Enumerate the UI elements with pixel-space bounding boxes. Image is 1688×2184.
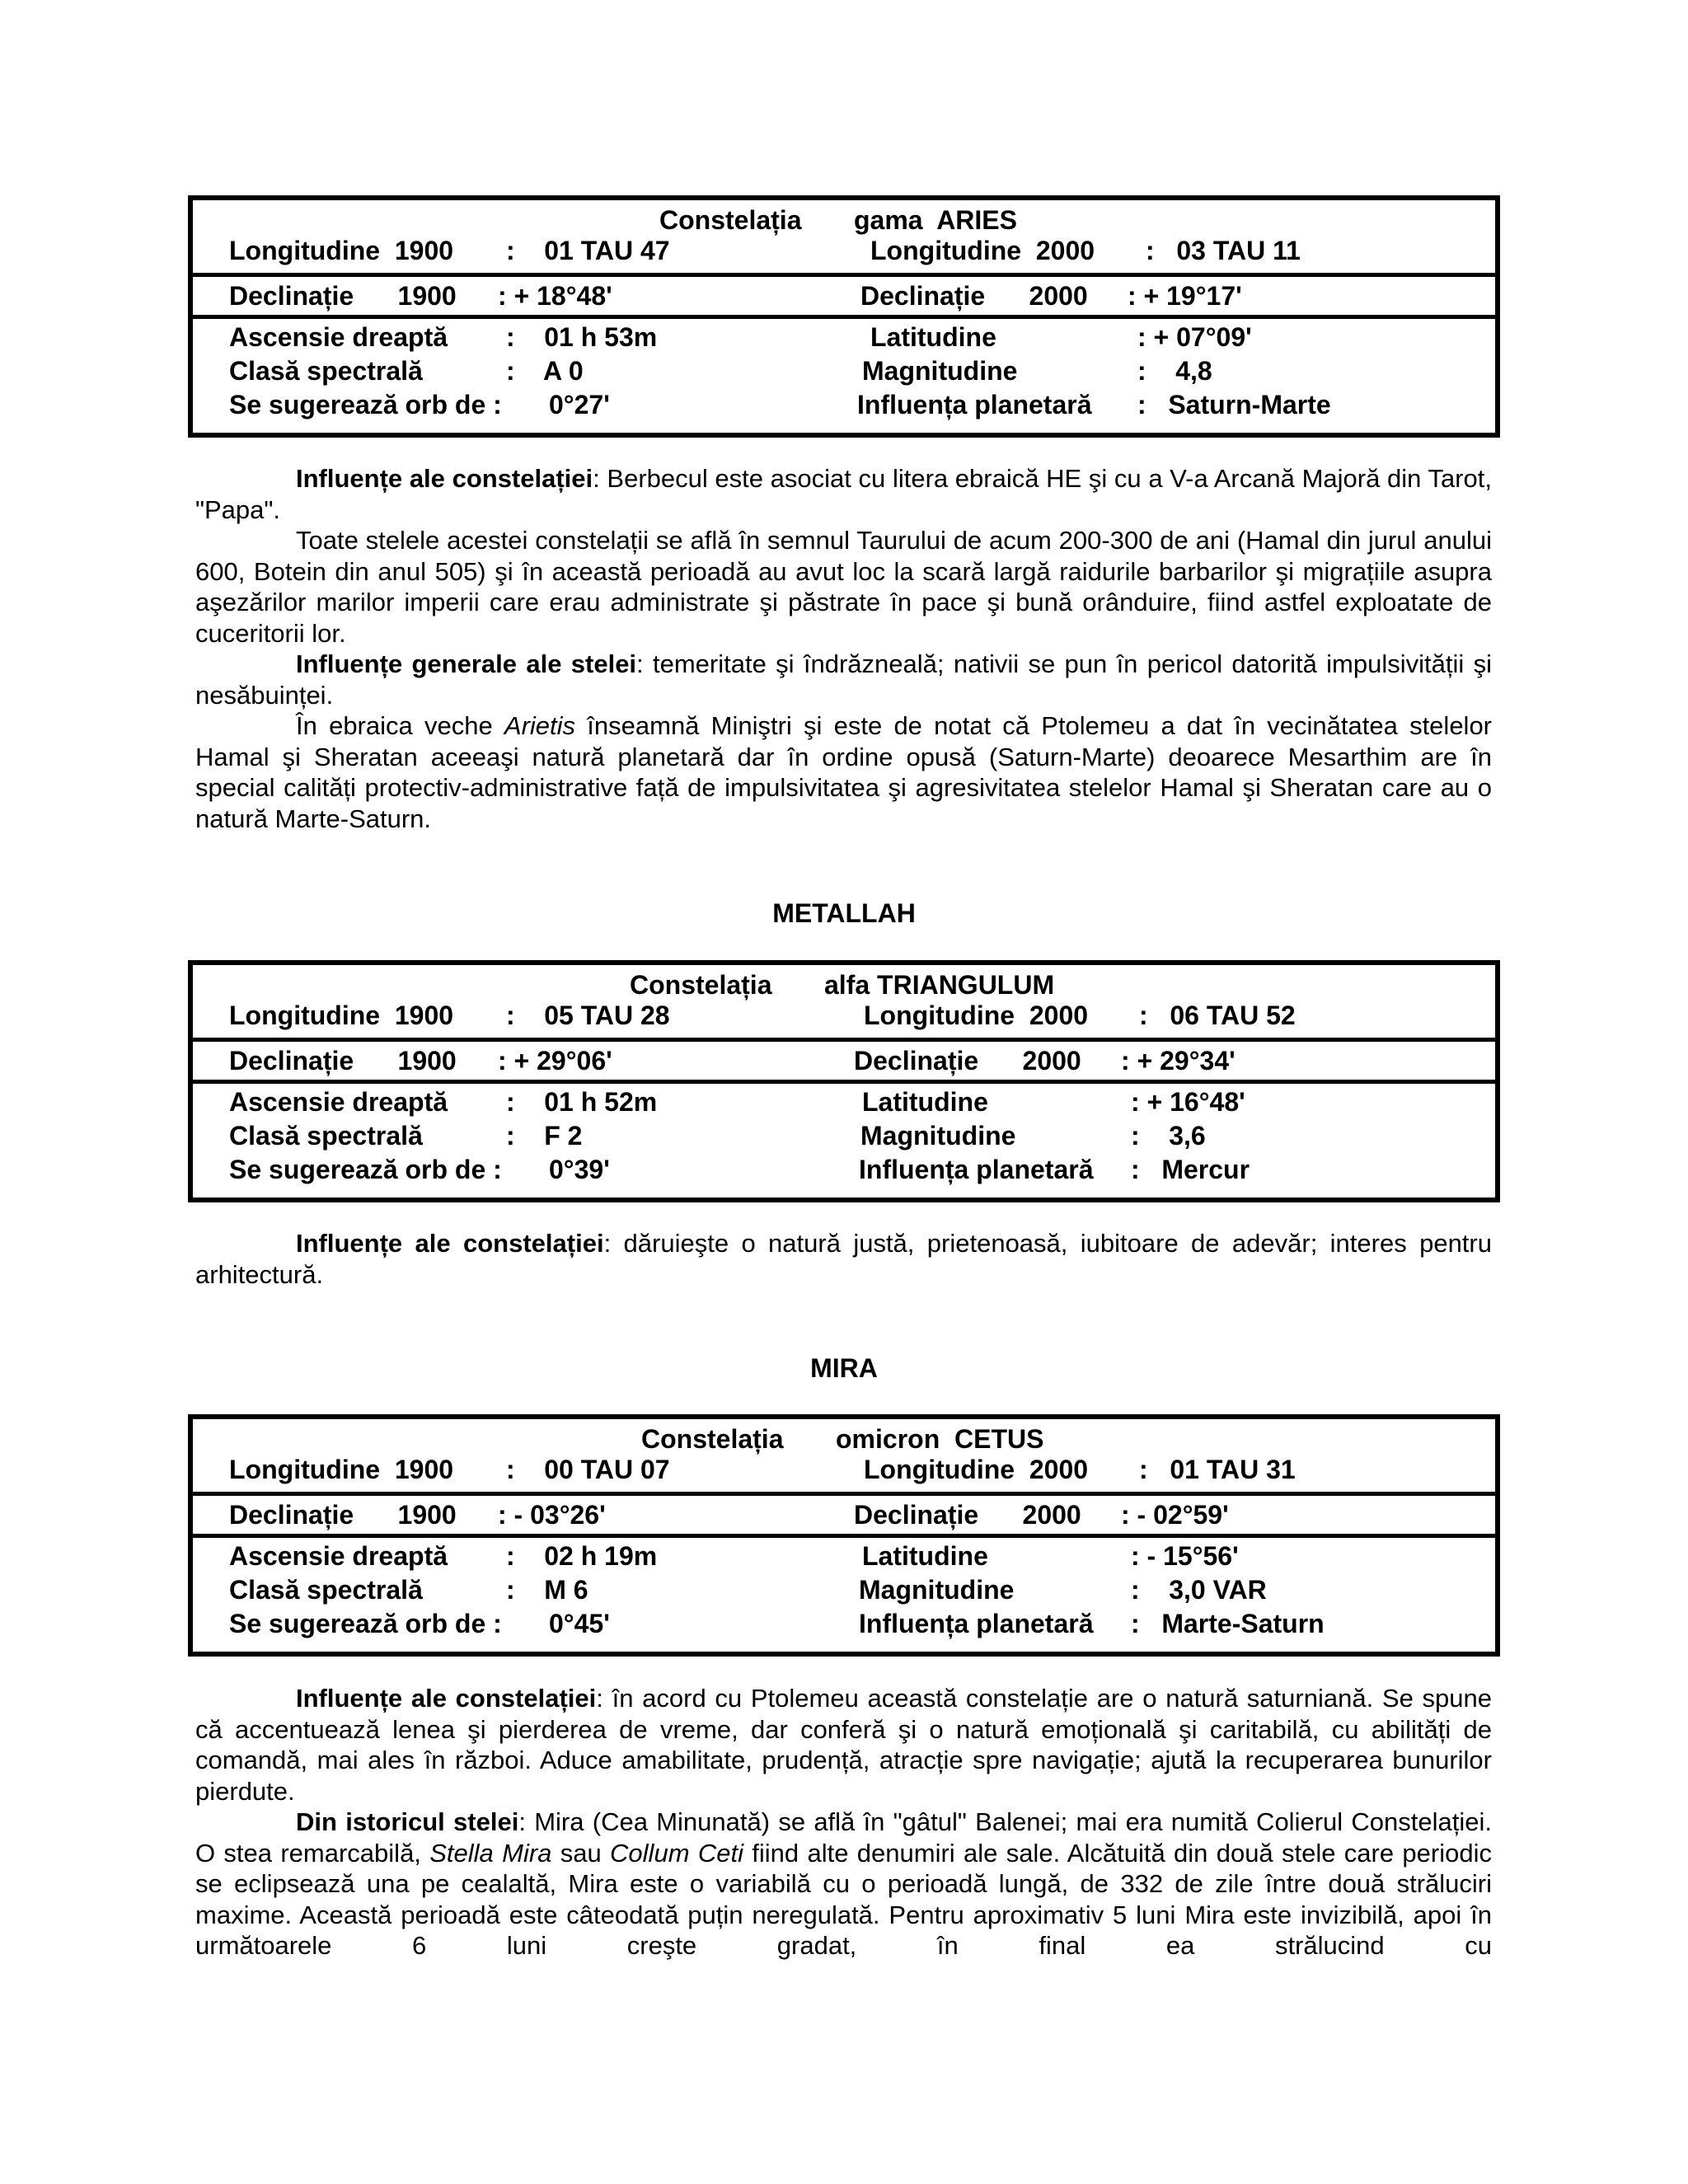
magnitude-label: Magnitudine	[862, 356, 1018, 386]
orb-label: Se sugerează orb de :	[229, 1609, 502, 1638]
paragraph-text: : dăruieşte o natură justă, prietenoasă, iubitoare de adevăr; interes pentru arhitectură.	[195, 1229, 1492, 1289]
box-details	[193, 1538, 1495, 1652]
paragraph	[195, 649, 1492, 710]
right-ascension-label: Ascensie dreaptă	[229, 1541, 448, 1571]
box-declination-row	[193, 277, 1495, 315]
constellation-name: gama ARIES	[854, 205, 1017, 235]
influence-heading: Influențe ale constelației	[296, 464, 593, 493]
magnitude-value: : 3,6	[1131, 1121, 1206, 1151]
longitude-2000-label: Longitudine 2000	[864, 1001, 1089, 1030]
latitude-value: : + 07°09'	[1137, 322, 1252, 352]
declination-2000-value: : - 02°59'	[1121, 1500, 1229, 1530]
declination-2000-label: Declinație 2000	[854, 1046, 1081, 1076]
right-ascension-value: : 01 h 52m	[506, 1087, 658, 1117]
box-header	[193, 200, 1495, 273]
box-declination-row	[193, 1496, 1495, 1534]
paragraph-text: înseamnă Miniştri şi este de notat că Ptolemeu a dat în vecinătatea stelelor Hamal şi Sheratan aceeaşi natură planetară dar în ordine opusă (Saturn-Marte) deoarece Mesarthim are în special calități protectiv-administrative față de impulsivitatea şi agresivitatea stelelor Hamal şi Sheratan care au o natură Marte-Saturn.	[195, 711, 1493, 833]
influence-heading: Influențe ale constelației	[296, 1684, 597, 1713]
declination-1900-label: Declinație 1900	[229, 1046, 457, 1076]
aries-description	[195, 463, 1492, 834]
star-data-box-triangulum	[188, 960, 1500, 1202]
star-data-box-cetus	[188, 1414, 1500, 1657]
latitude-value: : + 16°48'	[1131, 1087, 1245, 1117]
paragraph	[195, 463, 1492, 525]
mira-description	[195, 1683, 1492, 1961]
planetary-influence-value: : Marte-Saturn	[1131, 1609, 1325, 1638]
box-declination-row	[193, 1042, 1495, 1080]
italic-term: Collum Ceti	[610, 1838, 743, 1868]
magnitude-label: Magnitudine	[860, 1121, 1016, 1151]
longitude-1900-label: Longitudine 1900	[229, 1001, 454, 1030]
general-influence-heading: Influențe generale ale stelei	[296, 649, 637, 678]
right-ascension-label: Ascensie dreaptă	[229, 1087, 448, 1117]
magnitude-label: Magnitudine	[859, 1575, 1015, 1605]
longitude-2000-value: : 06 TAU 52	[1139, 1001, 1296, 1030]
spectral-class-value: : F 2	[506, 1121, 583, 1151]
orb-value: 0°45'	[549, 1609, 610, 1638]
right-ascension-label: Ascensie dreaptă	[229, 322, 448, 352]
latitude-label: Latitudine	[870, 322, 996, 352]
italic-term: Stella Mira	[429, 1838, 552, 1868]
spectral-class-label: Clasă spectrală	[229, 1121, 423, 1151]
italic-term: Arietis	[504, 711, 576, 740]
box-header	[193, 965, 1495, 1038]
planetary-influence-label: Influența planetară	[857, 390, 1092, 419]
latitude-label: Latitudine	[862, 1541, 988, 1571]
declination-2000-label: Declinație 2000	[860, 281, 1088, 311]
spectral-class-value: : M 6	[506, 1575, 588, 1605]
paragraph-text: : Mira (Cea Minunată) se află în "gâtul" Balenei; mai era numită Colierul Constelației. O stea remarcabilă,	[195, 1807, 1493, 1868]
longitude-2000-label: Longitudine 2000	[864, 1455, 1089, 1484]
right-ascension-value: : 02 h 19m	[506, 1541, 658, 1571]
box-details	[193, 319, 1495, 433]
declination-1900-value: : - 03°26'	[498, 1500, 606, 1530]
orb-value: 0°39'	[549, 1155, 610, 1184]
constellation-name: alfa TRIANGULUM	[824, 970, 1055, 1000]
box-header	[193, 1419, 1495, 1492]
paragraph-text: sau	[551, 1838, 611, 1868]
declination-1900-label: Declinație 1900	[229, 1500, 457, 1530]
paragraph	[195, 710, 1492, 834]
planetary-influence-label: Influența planetară	[859, 1155, 1094, 1184]
orb-value: 0°27'	[549, 390, 610, 419]
paragraph-text: : în acord cu Ptolemeu această constelație are o natură saturniană. Se spune că accentuează lenea şi pierderea de vreme, dar conferă şi o natură emoțională şi caritabilă, cu abilități de comandă, mai ales în război. Aduce amabilitate, prudență, atracție spre navigație; ajută la recuperarea bunurilor pierdute.	[195, 1684, 1492, 1806]
latitude-label: Latitudine	[862, 1087, 988, 1117]
box-details	[193, 1084, 1495, 1197]
magnitude-value: : 4,8	[1137, 356, 1212, 386]
longitude-2000-value: : 01 TAU 31	[1139, 1455, 1296, 1484]
section-title-metallah: METALLAH	[772, 898, 916, 928]
declination-2000-label: Declinație 2000	[854, 1500, 1081, 1530]
longitude-1900-label: Longitudine 1900	[229, 1455, 454, 1484]
magnitude-value: : 3,0 VAR	[1131, 1575, 1267, 1605]
history-heading: Din istoricul stelei	[296, 1807, 519, 1836]
constellation-label: Constelația	[659, 205, 802, 235]
paragraph-text: În ebraica veche	[296, 711, 504, 740]
star-data-box-aries	[188, 195, 1500, 438]
spectral-class-value: : A 0	[506, 356, 584, 386]
planetary-influence-label: Influența planetară	[859, 1609, 1094, 1638]
section-title-mira: MIRA	[810, 1353, 878, 1383]
longitude-1900-value: : 01 TAU 47	[506, 236, 670, 265]
constellation-name: omicron CETUS	[836, 1424, 1044, 1454]
paragraph	[195, 525, 1492, 649]
longitude-2000-label: Longitudine 2000	[870, 236, 1095, 265]
paragraph	[195, 1807, 1492, 1961]
latitude-value: : - 15°56'	[1131, 1541, 1239, 1571]
longitude-1900-label: Longitudine 1900	[229, 236, 454, 265]
spectral-class-label: Clasă spectrală	[229, 356, 423, 386]
orb-label: Se sugerează orb de :	[229, 1155, 502, 1184]
paragraph-text: : temeritate şi îndrăzneală; nativii se pun în pericol datorită impulsivității şi nesăbuinței.	[195, 649, 1492, 710]
paragraph	[195, 1228, 1492, 1290]
spectral-class-label: Clasă spectrală	[229, 1575, 423, 1605]
influence-heading: Influențe ale constelației	[296, 1229, 604, 1258]
metallah-description	[195, 1228, 1492, 1290]
declination-2000-value: : + 19°17'	[1128, 281, 1242, 311]
paragraph-text: : Berbecul este asociat cu litera ebraică HE şi cu a V-a Arcană Majoră din Tarot, "Papa".	[195, 464, 1492, 524]
paragraph-text: Toate stelele acestei constelații se află în semnul Taurului de acum 200-300 de ani (Hamal din jurul anului 600, Botein din anul 505) şi în această perioadă au avut loc la scară largă raidurile barbarilor şi migrațiile asupra aşezărilor marilor imperii care erau administrate şi păstrate în pace şi bună orânduire, fiind astfel exploatate de cuceritorii lor.	[195, 526, 1492, 648]
planetary-influence-value: : Saturn-Marte	[1137, 390, 1331, 419]
declination-2000-value: : + 29°34'	[1121, 1046, 1236, 1076]
orb-label: Se sugerează orb de :	[229, 390, 502, 419]
longitude-2000-value: : 03 TAU 11	[1146, 236, 1301, 265]
longitude-1900-value: : 05 TAU 28	[506, 1001, 670, 1030]
longitude-1900-value: : 00 TAU 07	[506, 1455, 670, 1484]
planetary-influence-value: : Mercur	[1131, 1155, 1250, 1184]
constellation-label: Constelația	[630, 970, 772, 1000]
declination-1900-value: : + 29°06'	[498, 1046, 612, 1076]
paragraph-text: fiind alte denumiri ale sale. Alcătuită din două stele care periodic se eclipsează una pe cealaltă, Mira este o variabilă cu o perioadă lungă, de 332 de zile între două străluciri maxime. Această perioadă este câteodată puțin neregulată. Pentru aproximativ 5 luni Mira este invizibilă, apoi în următoarele 6 luni creşte gradat, în final ea strălucind cu	[195, 1838, 1492, 1960]
paragraph	[195, 1683, 1492, 1807]
constellation-label: Constelația	[641, 1424, 784, 1454]
right-ascension-value: : 01 h 53m	[506, 322, 658, 352]
declination-1900-value: : + 18°48'	[498, 281, 612, 311]
declination-1900-label: Declinație 1900	[229, 281, 457, 311]
